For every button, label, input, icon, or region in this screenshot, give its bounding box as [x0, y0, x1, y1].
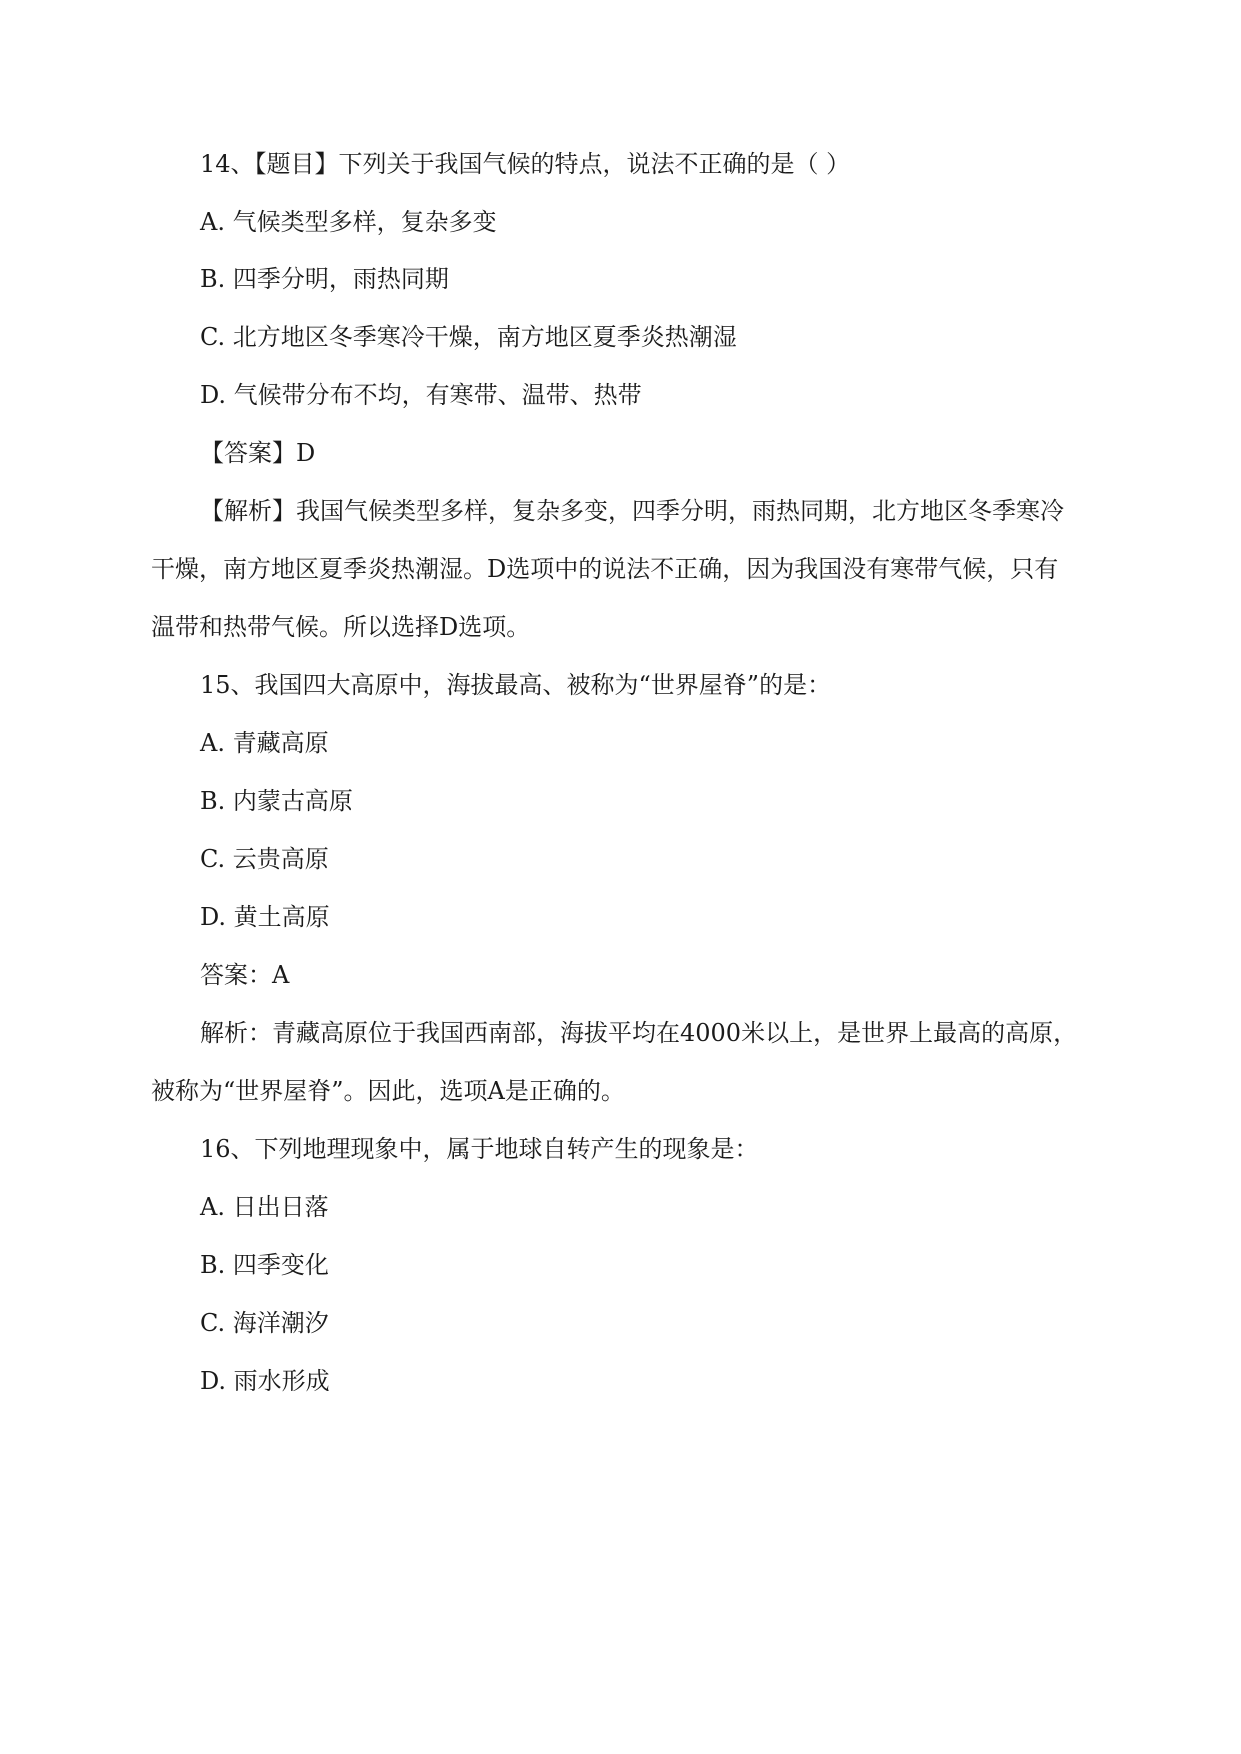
q16-question: 16、下列地理现象中，属于地球自转产生的现象是： — [200, 1135, 759, 1163]
q16-option-d: D. 雨水形成 — [200, 1367, 330, 1395]
q15-option-a: A. 青藏高原 — [200, 729, 329, 757]
q15-analysis-line-2: 被称为“世界屋脊”。因此，选项A是正确的。 — [151, 1077, 625, 1105]
q16-option-b: B. 四季变化 — [200, 1251, 329, 1279]
q14-question: 14、【题目】下列关于我国气候的特点，说法不正确的是（ ） — [200, 150, 851, 178]
q16-option-a: A. 日出日落 — [200, 1193, 329, 1221]
q14-option-b: B. 四季分明，雨热同期 — [200, 265, 449, 293]
q14-analysis-line-1: 【解析】我国气候类型多样，复杂多变，四季分明，雨热同期，北方地区冬季寒冷 — [200, 497, 1064, 525]
q16-option-c: C. 海洋潮汐 — [200, 1309, 329, 1337]
q14-option-c: C. 北方地区冬季寒冷干燥，南方地区夏季炎热潮湿 — [200, 323, 737, 351]
q14-analysis-line-3: 温带和热带气候。所以选择D选项。 — [151, 613, 531, 641]
q15-question: 15、我国四大高原中，海拔最高、被称为“世界屋脊”的是： — [200, 671, 832, 699]
q15-option-c: C. 云贵高原 — [200, 845, 329, 873]
q14-option-d: D. 气候带分布不均，有寒带、温带、热带 — [200, 381, 642, 409]
q14-option-a: A. 气候类型多样，复杂多变 — [200, 208, 497, 236]
q15-option-b: B. 内蒙古高原 — [200, 787, 353, 815]
q15-answer: 答案：A — [200, 961, 290, 989]
q14-analysis-line-2: 干燥，南方地区夏季炎热潮湿。D选项中的说法不正确，因为我国没有寒带气候，只有 — [151, 555, 1059, 583]
q15-analysis-line-1: 解析：青藏高原位于我国西南部，海拔平均在4000米以上，是世界上最高的高原， — [200, 1019, 1078, 1047]
q15-option-d: D. 黄土高原 — [200, 903, 330, 931]
q14-answer: 【答案】D — [200, 439, 316, 467]
